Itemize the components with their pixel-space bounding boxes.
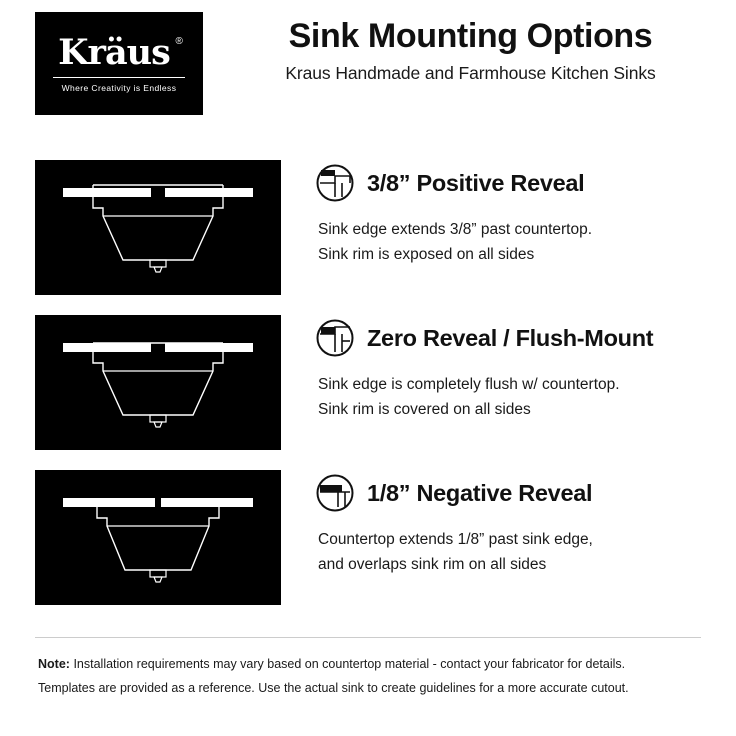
footer-note-label: Note:	[38, 657, 70, 671]
zero-reveal-description	[318, 372, 716, 422]
option-row-zero-reveal	[0, 315, 736, 450]
footer-divider	[35, 637, 701, 638]
header	[0, 0, 736, 120]
zero-reveal-text	[316, 317, 716, 422]
logo-wordmark	[58, 31, 182, 73]
positive-reveal-description	[318, 217, 716, 267]
page-title: Sink Mounting Options	[288, 17, 653, 55]
negative-reveal-icon	[316, 474, 354, 512]
option-row-positive-reveal	[0, 160, 736, 295]
zero-reveal-title: Zero Reveal / Flush-Mount	[367, 324, 654, 351]
footer-note-line-1	[38, 652, 704, 676]
negative-reveal-description-line-2: and overlaps sink rim on all sides	[318, 556, 547, 574]
positive-reveal-cross-section-icon	[35, 160, 281, 295]
negative-reveal-text	[316, 472, 716, 577]
footer-note	[38, 652, 704, 701]
zero-reveal-description-line-2: Sink rim is covered on all sides	[318, 401, 531, 419]
logo-wordmark-text: Kräus	[58, 31, 170, 73]
title-block	[215, 18, 726, 84]
zero-reveal-diagram	[35, 315, 281, 450]
logo-divider	[53, 77, 185, 78]
negative-reveal-cross-section-icon	[35, 470, 281, 605]
positive-reveal-description-line-2: Sink rim is exposed on all sides	[318, 246, 535, 264]
logo-tagline: Where Creativity is Endless	[61, 82, 177, 93]
positive-reveal-text	[316, 162, 716, 267]
registered-trademark-icon: ®	[175, 35, 182, 47]
negative-reveal-diagram	[35, 470, 281, 605]
negative-reveal-description-line-1: Countertop extends 1/8” past sink edge,	[318, 531, 593, 548]
positive-reveal-title: 3/8” Positive Reveal	[367, 169, 585, 196]
negative-reveal-description	[318, 527, 716, 577]
zero-reveal-description-line-1: Sink edge is completely flush w/ countertop.	[318, 376, 620, 393]
positive-reveal-heading	[316, 162, 716, 204]
positive-reveal-diagram	[35, 160, 281, 295]
zero-reveal-cross-section-icon	[35, 315, 281, 450]
positive-reveal-icon	[316, 164, 354, 202]
zero-reveal-heading	[316, 317, 716, 359]
positive-reveal-description-line-1: Sink edge extends 3/8” past countertop.	[318, 221, 593, 238]
zero-reveal-icon	[316, 319, 354, 357]
negative-reveal-title: 1/8” Negative Reveal	[367, 479, 593, 506]
footer-note-text-1: Installation requirements may vary based on countertop material - contact your fabricator for details.	[73, 657, 626, 671]
negative-reveal-heading	[316, 472, 716, 514]
page-subtitle: Kraus Handmade and Farmhouse Kitchen Sinks	[285, 63, 656, 84]
option-row-negative-reveal	[0, 470, 736, 605]
kraus-logo	[35, 12, 203, 115]
footer-note-line-2: Templates are provided as a reference. Use the actual sink to create guidelines for a more accurate cutout.	[38, 681, 629, 696]
